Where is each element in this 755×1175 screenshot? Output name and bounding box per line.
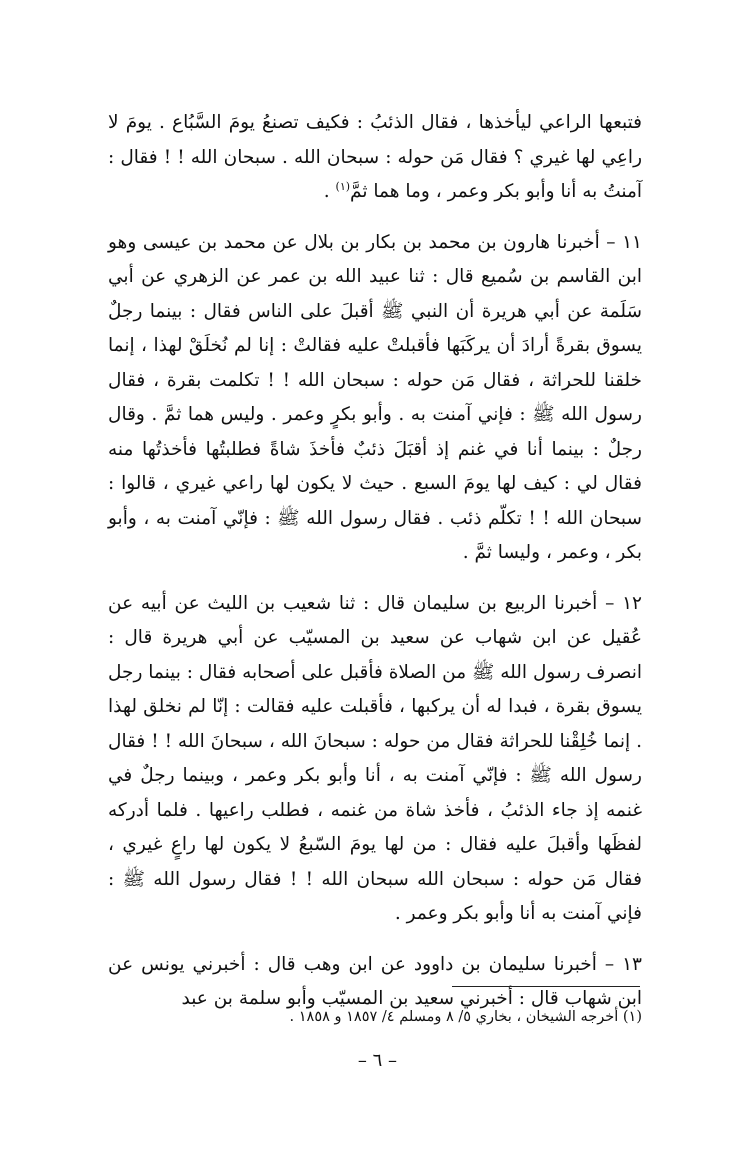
page-body: [108, 106, 642, 1017]
paragraph-text: فتبعها الراعي ليأخذها ، فقال الذئبُ : فكيف تصنعُ يومَ السَّبُاع . يومَ لا راعِي لها غيري ؟ فقال مَن حوله : سبحان الله . سبحان الله ! ! فقال : آمنتُ به أنا وأبو بكر وعمر ، وما هما ثمَّ: [108, 112, 642, 202]
paragraph-continuation: [108, 106, 642, 210]
footnote: (١) أخرجه الشيخان ، بخاري ٥/ ٨ ومسلم ٤/ ١٨٥٧ و ١٨٥٨ .: [289, 1009, 642, 1025]
paragraph-hadith-11: ١١ – أخبرنا هارون بن محمد بن بكار بن بلال عن محمد بن عيسى وهو ابن القاسم بن سُميع قال : ثنا عبيد الله بن عمر عن الزهري عن أبي سَلَمة عن أبي هريرة أن النبي ﷺ أقبلَ على الناس فقال : بينما رجلٌ يسوق بقرةً أرادَ أن يركَبَها فأقبلتْ عليه فقالتْ : إنا لم نُخلَقْ لهذا ، إنما خلقنا للحراثة ، فقال مَن حوله : سبحان الله ! ! تكلمت بقرة ، فقال رسول الله ﷺ : فإني آمنت به . وأبو بكرٍ وعمر . وليس هما ثمَّ . وقال رجلٌ : بينما أنا في غنم إذ أقبَلَ ذئبٌ فأخذَ شاةً فطلبتُها فأخذتُها منه فقال لي : كيف لها يومَ السبع . حيث لا يكون لها راعي غيري ، قالوا : سبحان الله ! ! تكلّم ذئب . فقال رسول الله ﷺ : فإنّي آمنت به ، وأبو بكر ، وعمر ، وليسا ثمَّ .: [108, 231, 642, 563]
paragraph-tail: .: [323, 181, 336, 202]
footnote-marker: (١): [335, 179, 351, 193]
paragraph-hadith-12: ١٢ – أخبرنا الربيع بن سليمان قال : ثنا شعيب بن الليث عن أبيه عن عُقيل عن ابن شهاب عن سعيد بن المسيّب عن أبي هريرة قال : انصرف رسول الله ﷺ من الصلاة فأقبل على أصحابه فقال : بينما رجل يسوق بقرة ، فبدا له أن يركبها ، فأقبلت عليه فقالت : إنّا لم نخلق لهذا . إنما خُلِقْنا للحراثة فقال من حوله : سبحانَ الله ، سبحانَ الله ! ! فقال رسول الله ﷺ : فإنّي آمنت به ، أنا وأبو بكر وعمر ، وبينما رجلٌ في غنمه إذ جاء الذئبُ ، فأخذ شاة من غنمه ، فطلب راعيها . فلما أدركه لفظَها وأقبلَ عليه فقال : من لها يومَ السّبعُ لا يكون لها راعٍ غيري ، فقال مَن حوله : سبحان الله سبحان الله ! ! فقال رسول الله ﷺ : فإني آمنت به أنا وأبو بكر وعمر .: [108, 592, 642, 924]
page-number: – ٦ –: [357, 1050, 398, 1071]
footnote-divider: [452, 986, 640, 987]
paragraph-hadith-13: ١٣ – أخبرنا سليمان بن داوود عن ابن وهب قال : أخبرني يونس عن ابن شهاب قال : أخبرني سعيد بن المسيّب وأبو سلمة بن عبد: [108, 953, 642, 1009]
